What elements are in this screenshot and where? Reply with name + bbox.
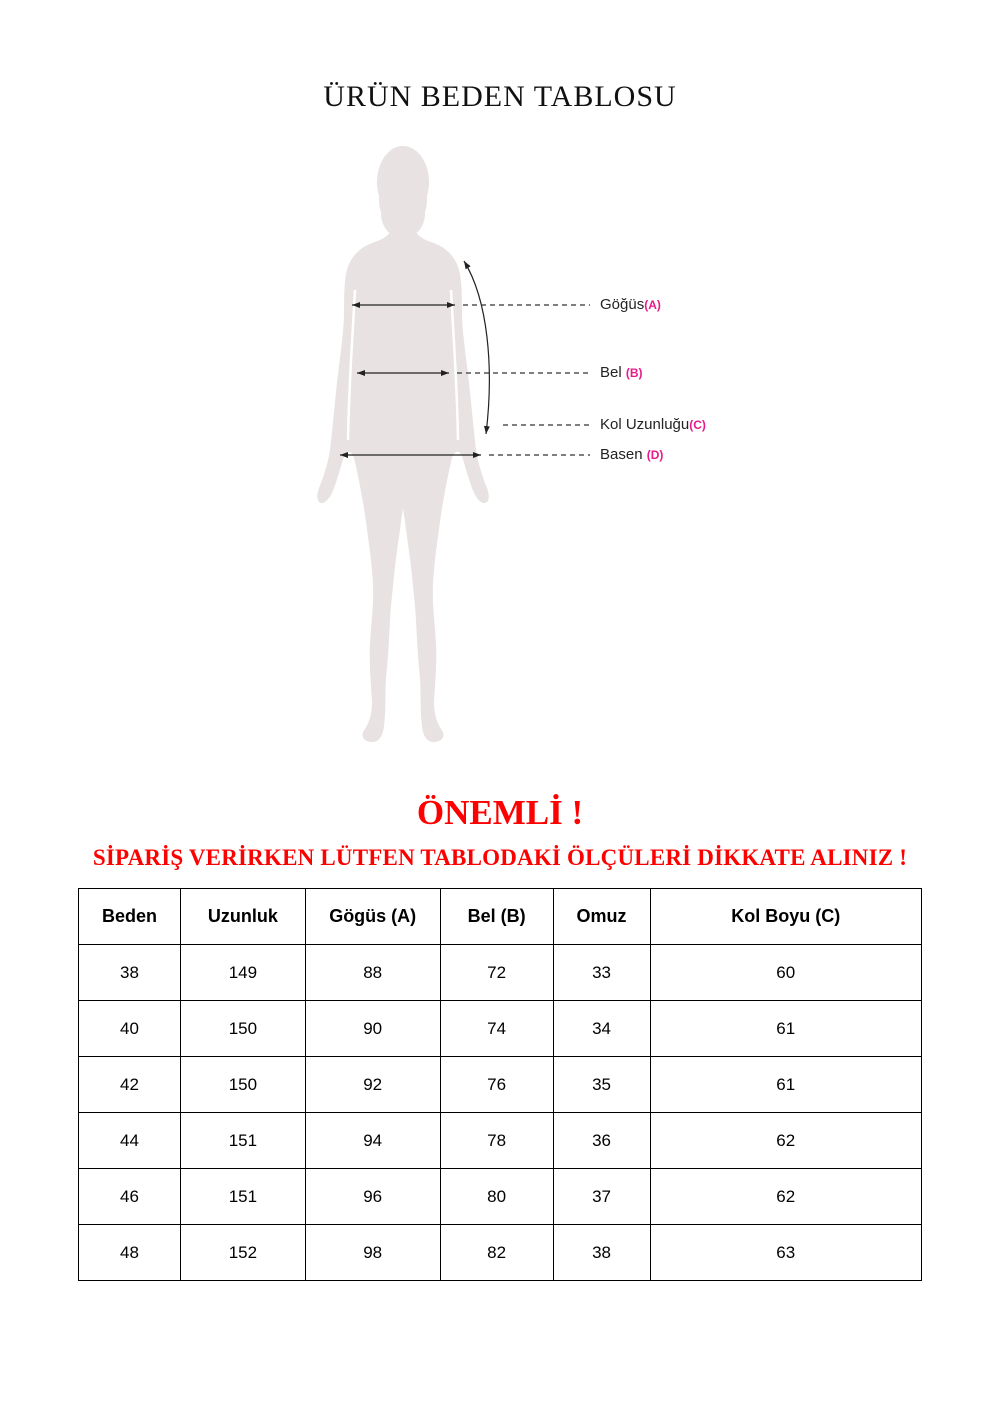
table-cell: 149 bbox=[181, 945, 306, 1001]
table-cell: 82 bbox=[440, 1225, 553, 1281]
measurement-letter-a: (A) bbox=[644, 298, 661, 312]
measurement-label-gogus bbox=[600, 296, 661, 313]
warning-text: SİPARİŞ VERİRKEN LÜTFEN TABLODAKİ ÖLÇÜLERİ DİKKATE ALINIZ ! bbox=[92, 845, 908, 870]
table-cell: 150 bbox=[181, 1057, 306, 1113]
table-cell: 76 bbox=[440, 1057, 553, 1113]
size-table bbox=[78, 888, 922, 1281]
measurement-label-basen bbox=[600, 446, 663, 463]
table-header-row bbox=[79, 889, 922, 945]
measurement-letter-b: (B) bbox=[625, 366, 643, 380]
measurement-label-gogus-text: Göğüs bbox=[600, 296, 645, 313]
table-cell: 62 bbox=[650, 1113, 921, 1169]
table-cell: 72 bbox=[440, 945, 553, 1001]
table-cell: 92 bbox=[305, 1057, 440, 1113]
table-cell: 61 bbox=[650, 1001, 921, 1057]
table-cell: 62 bbox=[650, 1169, 921, 1225]
measurement-label-kol-text: Kol Uzunluğu bbox=[600, 416, 690, 433]
table-cell: 61 bbox=[650, 1057, 921, 1113]
table-cell: 36 bbox=[553, 1113, 650, 1169]
table-cell: 151 bbox=[181, 1113, 306, 1169]
table-cell: 90 bbox=[305, 1001, 440, 1057]
table-cell: 63 bbox=[650, 1225, 921, 1281]
table-cell: 35 bbox=[553, 1057, 650, 1113]
table-cell: 44 bbox=[79, 1113, 181, 1169]
table-cell: 78 bbox=[440, 1113, 553, 1169]
table-header-uzunluk: Uzunluk bbox=[181, 889, 306, 945]
body-silhouette bbox=[317, 146, 488, 742]
table-cell: 152 bbox=[181, 1225, 306, 1281]
table-row bbox=[79, 945, 922, 1001]
table-row bbox=[79, 1001, 922, 1057]
table-cell: 96 bbox=[305, 1169, 440, 1225]
table-header-gogus: Gögüs (A) bbox=[305, 889, 440, 945]
table-cell: 98 bbox=[305, 1225, 440, 1281]
table-cell: 33 bbox=[553, 945, 650, 1001]
measurement-label-basen-text: Basen bbox=[600, 446, 647, 463]
table-row bbox=[79, 1057, 922, 1113]
table-cell: 74 bbox=[440, 1001, 553, 1057]
table-cell: 40 bbox=[79, 1001, 181, 1057]
leader-lines bbox=[457, 305, 590, 455]
table-cell: 46 bbox=[79, 1169, 181, 1225]
table-cell: 150 bbox=[181, 1001, 306, 1057]
table-cell: 38 bbox=[79, 945, 181, 1001]
table-row bbox=[79, 1225, 922, 1281]
table-cell: 42 bbox=[79, 1057, 181, 1113]
page-title: ÜRÜN BEDEN TABLOSU bbox=[323, 80, 677, 113]
table-cell: 48 bbox=[79, 1225, 181, 1281]
table-row bbox=[79, 1113, 922, 1169]
measurement-letter-d: (D) bbox=[646, 448, 664, 462]
table-cell: 34 bbox=[553, 1001, 650, 1057]
table-cell: 37 bbox=[553, 1169, 650, 1225]
table-header-bel: Bel (B) bbox=[440, 889, 553, 945]
table-header-kol-boyu: Kol Boyu (C) bbox=[650, 889, 921, 945]
table-row bbox=[79, 1169, 922, 1225]
measurement-letter-c: (C) bbox=[689, 418, 706, 432]
measurement-label-bel-text: Bel bbox=[600, 364, 626, 381]
table-header-beden: Beden bbox=[79, 889, 181, 945]
table-cell: 80 bbox=[440, 1169, 553, 1225]
table-cell: 60 bbox=[650, 945, 921, 1001]
important-heading: ÖNEMLİ ! bbox=[416, 793, 584, 832]
measurement-label-kol-uzunlugu bbox=[600, 416, 706, 433]
table-cell: 94 bbox=[305, 1113, 440, 1169]
table-cell: 151 bbox=[181, 1169, 306, 1225]
table-cell: 88 bbox=[305, 945, 440, 1001]
measurement-label-bel bbox=[600, 364, 643, 381]
table-cell: 38 bbox=[553, 1225, 650, 1281]
table-header-omuz: Omuz bbox=[553, 889, 650, 945]
